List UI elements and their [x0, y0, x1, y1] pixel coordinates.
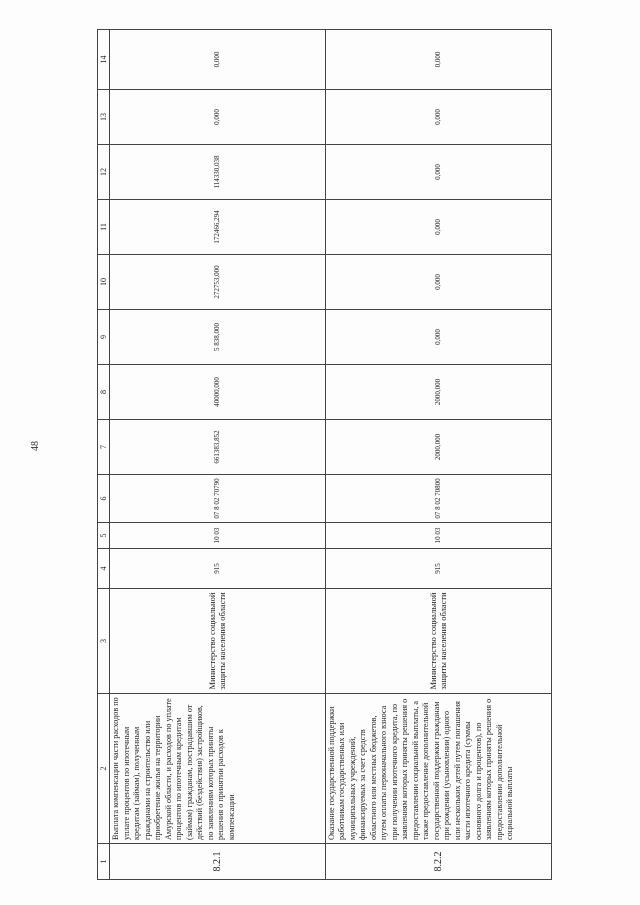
cell-col-9: 0,000 [325, 310, 551, 365]
cell-col-13: 0,000 [110, 90, 326, 145]
cell-col-4: 915 [325, 549, 551, 589]
cell-col-8: 2000,000 [325, 365, 551, 420]
row-number: 8.2.2 [325, 844, 551, 880]
cell-col-5: 10 03 [325, 523, 551, 549]
budget-table-wrapper [97, 30, 552, 880]
column-header: 5 [98, 523, 110, 549]
page-number: 48 [30, 441, 41, 451]
column-header: 8 [98, 365, 110, 420]
cell-col-4: 915 [110, 549, 326, 589]
cell-col-9: 5 838,000 [110, 310, 326, 365]
cell-col-5: 10 03 [110, 523, 326, 549]
column-header: 14 [98, 30, 110, 90]
cell-col-6: 07 8 02 70800 [325, 475, 551, 523]
budget-table [97, 29, 552, 880]
row-number: 8.2.1 [110, 844, 326, 880]
column-header: 7 [98, 420, 110, 475]
column-header: 3 [98, 589, 110, 694]
row-description: Выплата компенсации части расходов по уплате процентов по ипотечным кредитам (займам), полученным гражданами на строительство или приобретение жилья на территории Амурской области, и расходов по уплате процентов по ипотечным кредитам (займам) гражданам, пострадавшим от действий (бездействия) застройщиков, по заявлениям которых приняты решения о принятии расходов к компенсации [110, 694, 326, 844]
cell-col-11: 0,000 [325, 200, 551, 255]
cell-col-6: 07 8 02 70790 [110, 475, 326, 523]
column-header: 10 [98, 255, 110, 310]
cell-col-14: 0,000 [110, 30, 326, 90]
row-responsible: Министерство социальной защиты населения области [110, 589, 326, 694]
column-header: 2 [98, 694, 110, 844]
cell-col-8: 40000,000 [110, 365, 326, 420]
table-row [110, 30, 326, 880]
column-header: 12 [98, 145, 110, 200]
cell-col-14: 0,000 [325, 30, 551, 90]
column-header: 11 [98, 200, 110, 255]
cell-col-10: 272753,000 [110, 255, 326, 310]
cell-col-13: 0,000 [325, 90, 551, 145]
column-header: 4 [98, 549, 110, 589]
column-header: 13 [98, 90, 110, 145]
row-responsible: Министерство социальной защиты населения области [325, 589, 551, 694]
cell-col-12: 0,000 [325, 145, 551, 200]
cell-col-11: 172466,294 [110, 200, 326, 255]
column-header: 1 [98, 844, 110, 880]
cell-col-10: 0,000 [325, 255, 551, 310]
row-description: Оказание государственной поддержки работникам государственных или муниципальных учреждений, финансируемых за счет средств областного или местных бюджетов, путем оплаты первоначального взноса при получении ипотечного кредита, по заявлениям которых приняты решения о предоставлении социальной выплаты, а также предоставление дополнительной государственной поддержки гражданам при рождении (усыновлении) одного или нескольких детей путем погашения части ипотечного кредита (суммы основного долга и процентов), по заявлениям которых приняты решения о предоставлении дополнительной социальной выплаты [325, 694, 551, 844]
cell-col-7: 661383,852 [110, 420, 326, 475]
cell-col-12: 114330,038 [110, 145, 326, 200]
column-header: 9 [98, 310, 110, 365]
cell-col-7: 2000,000 [325, 420, 551, 475]
column-header: 6 [98, 475, 110, 523]
header-row [98, 30, 110, 880]
table-row [325, 30, 551, 880]
